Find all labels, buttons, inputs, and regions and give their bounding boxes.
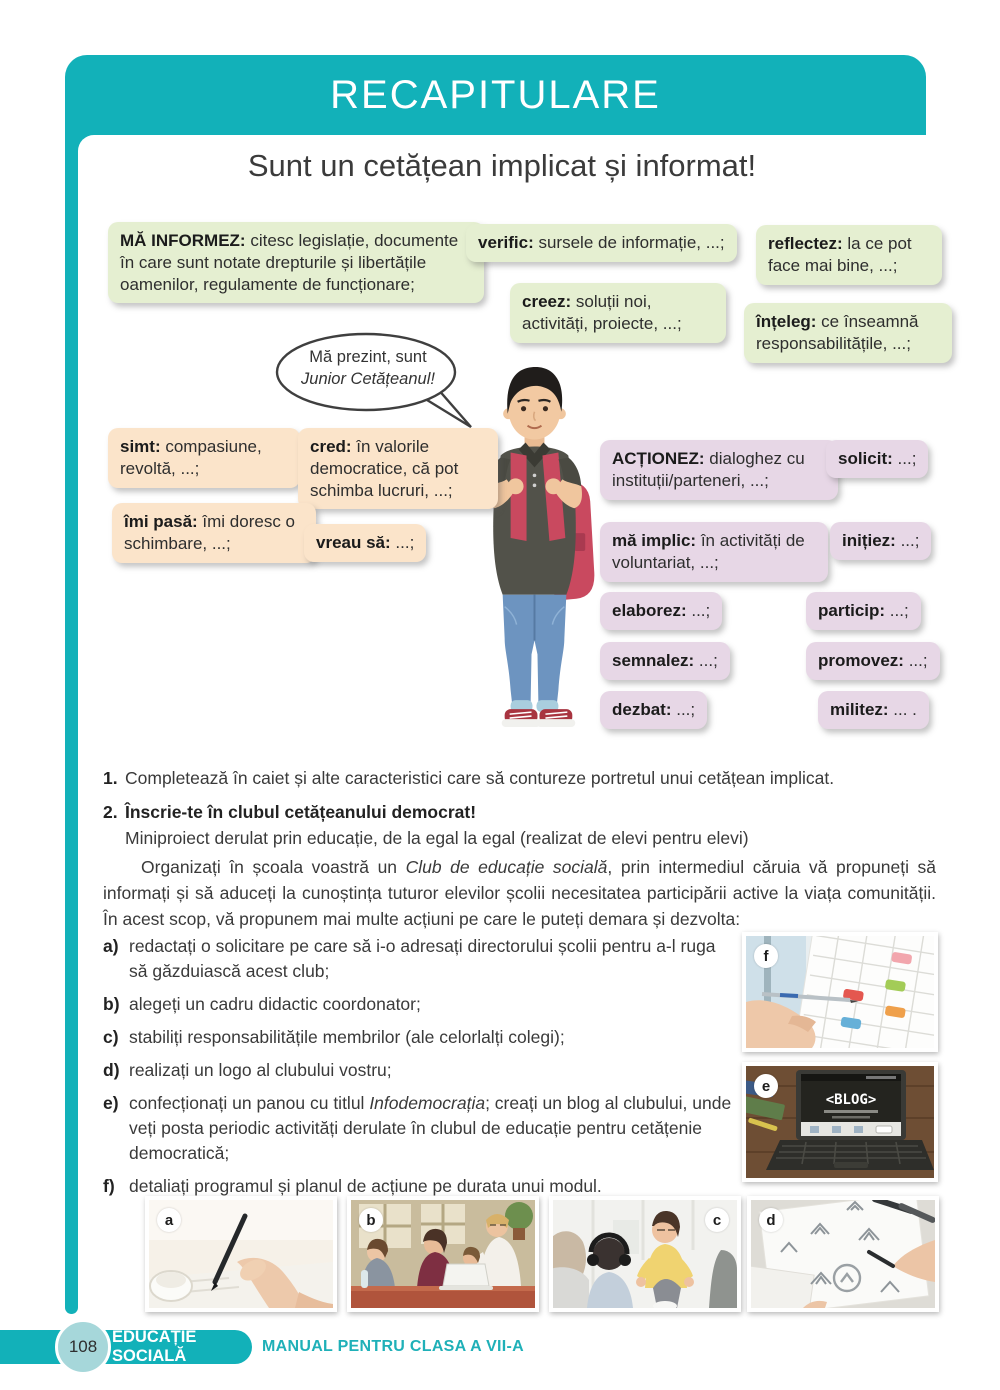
box-label: dezbat: [612,700,672,719]
box-particip [806,592,921,630]
paragraph-italic: Club de educație socială [405,857,608,877]
box-text: soluții noi, activități, proiecte, ...; [522,292,682,333]
box-ma-informez [108,222,484,303]
exercise-1-number: 1. [103,768,118,788]
box-dezbat [600,691,707,729]
speech-bubble-text [282,346,454,390]
box-label: reflectez: [768,234,843,253]
box-vreau-sa [304,524,426,562]
task-letter: d) [103,1060,120,1080]
box-text: în activități de voluntariat, ...; [612,531,805,572]
page-number: 108 [68,1337,98,1356]
box-label: verific: [478,233,534,252]
speech-line-1: Mă prezint, sunt [309,348,427,366]
box-text: compasiune, revoltă, ...; [120,437,262,478]
box-text: ...; [694,651,718,670]
recap-header-band [65,55,926,135]
box-label: mă implic: [612,531,697,550]
photo-e-blog-laptop [742,1062,938,1182]
task-text: detaliați programul și planul de acțiune pe durata unui modul. [129,1176,602,1196]
box-label: creez: [522,292,572,311]
footer-manual-title: MANUAL PENTRU CLASA A VII-A [262,1338,525,1355]
box-text: ...; [390,533,415,552]
exercise-1-text: Completează în caiet și alte caracteristici care să contureze portretul unui cetățean implicat. [125,768,835,788]
box-cred [298,428,498,509]
task-text: realizați un logo al clubului vostru; [129,1060,392,1080]
task-text: alegeți un cadru didactic coordonator; [129,994,421,1014]
task-letter: e) [103,1093,119,1113]
box-label: elaborez: [612,601,687,620]
blog-screen-text: <BLOG> [825,1092,877,1108]
box-actionez [600,440,838,500]
task-text [129,1091,735,1166]
exercise-2-subtitle-text: Miniproiect derulat prin educație, de la egal la egal (realizat de elevi pentru elevi) [125,828,749,848]
task-text-italic: Infodemocrația [369,1093,486,1113]
box-creez [510,283,726,343]
box-text: ...; [903,651,928,670]
left-teal-strip [65,134,78,1314]
box-text: ...; [885,601,909,620]
task-text: redactați o solicitare pe care să i-o adresați directorului școlii pentru a-l ruga să găzduiască acest club; [129,936,716,981]
exercise-2-number: 2. [103,802,118,822]
box-label: inițiez: [842,531,896,550]
speech-line-2: Junior Cetățeanul! [301,370,435,388]
page-title: Sunt un cetățean implicat și informat! [247,148,757,183]
box-ma-implic [600,522,828,582]
box-solicit [826,440,928,478]
task-list [103,934,735,1207]
box-initiez [830,522,931,560]
box-label: ACȚIONEZ: [612,449,705,468]
box-promovez [806,642,940,680]
exercise-1 [103,766,943,791]
paragraph-text: , prin intermediul căruia vă propuneți să informați și să aduceți la cunoștința tuturor elevilor școlii necesitatea participării active la viața comunității. În acest scop, vă propunem mai multe acțiuni pe care le puteți demara și dezvolta: [103,857,936,929]
exercise-2-subtitle [125,826,943,851]
photo-e-label: e [754,1074,778,1098]
box-label: înțeleg: [756,312,817,331]
box-text: citesc legislație, documente în care sunt notate drepturile și libertățile oamenilor, regulamente de funcționare; [120,231,459,294]
box-semnalez [600,642,730,680]
boy-illustration [452,356,617,734]
task-letter: a) [103,936,119,956]
task-a [103,934,735,984]
box-label: solicit: [838,449,893,468]
box-label: MĂ INFORMEZ: [120,231,246,250]
box-label: promovez: [818,651,904,670]
task-text: stabiliți responsabilitățile membrilor (ale celorlalți colegi); [129,1027,565,1047]
box-imi-pasa [112,503,316,563]
junior-citizen-character [452,356,617,734]
speech-bubble [274,330,474,430]
box-label: militez: [830,700,889,719]
box-label: cred: [310,437,352,456]
box-label: semnalez: [612,651,695,670]
box-simt [108,428,300,488]
box-text: ...; [895,531,920,550]
photo-c-label: c [705,1208,729,1232]
exercise-2-paragraph [103,854,936,932]
box-elaborez [600,592,722,630]
photo-d-label: d [759,1208,783,1232]
recap-header-title: RECAPITULARE [330,72,661,117]
page-number-badge [55,1319,111,1375]
box-label: îmi pasă: [124,512,198,531]
task-letter: c) [103,1027,119,1047]
photo-d-logo-design [747,1196,939,1312]
photo-b-label: b [359,1208,383,1232]
box-text: la ce pot face mai bine, ...; [768,234,912,275]
task-c [103,1025,735,1050]
task-text-post: ; creați un blog al clubului, unde veți posta periodic activități derulate în clubul de educație pentru cetățenie democratică; [129,1093,732,1163]
box-text: ...; [686,601,711,620]
box-text: dialoghez cu instituții/parteneri, ...; [612,449,805,490]
box-reflectez [756,225,942,285]
photo-c-discussion [549,1196,741,1312]
task-letter: b) [103,994,120,1014]
box-text: în valorile democratice, că pot schimba lucruri, ...; [310,437,459,500]
box-label: particip: [818,601,886,620]
box-text: ce înseamnă responsabilitățile, ...; [756,312,919,353]
task-d [103,1058,735,1083]
photo-a-writing [145,1196,337,1312]
photo-f-label: f [754,944,778,968]
task-b [103,992,735,1017]
box-text: îmi doresc o schimbare, ...; [124,512,296,553]
exercise-2 [103,800,943,825]
box-militez [818,691,929,729]
box-text: ...; [671,700,696,719]
task-e [103,1091,735,1166]
photo-f-calendar [742,932,938,1052]
photo-a-label: a [157,1208,181,1232]
box-verific [466,224,737,262]
exercise-2-title: Înscrie-te în clubul cetățeanului democrat! [125,802,477,822]
box-text: ...; [892,449,917,468]
task-text-pre: confecționați un panou cu titlul [129,1093,370,1113]
box-label: simt: [120,437,161,456]
box-label: vreau să: [316,533,391,552]
box-text: sursele de informație, ...; [533,233,725,252]
box-inteleg [744,303,952,363]
box-text: ... . [888,700,917,719]
paragraph-text: Organizați în școala voastră un [141,857,406,877]
photo-b-classroom [347,1196,539,1312]
footer-subject-label: EDUCAȚIE SOCIALĂ [112,1328,197,1365]
task-letter: f) [103,1176,115,1196]
